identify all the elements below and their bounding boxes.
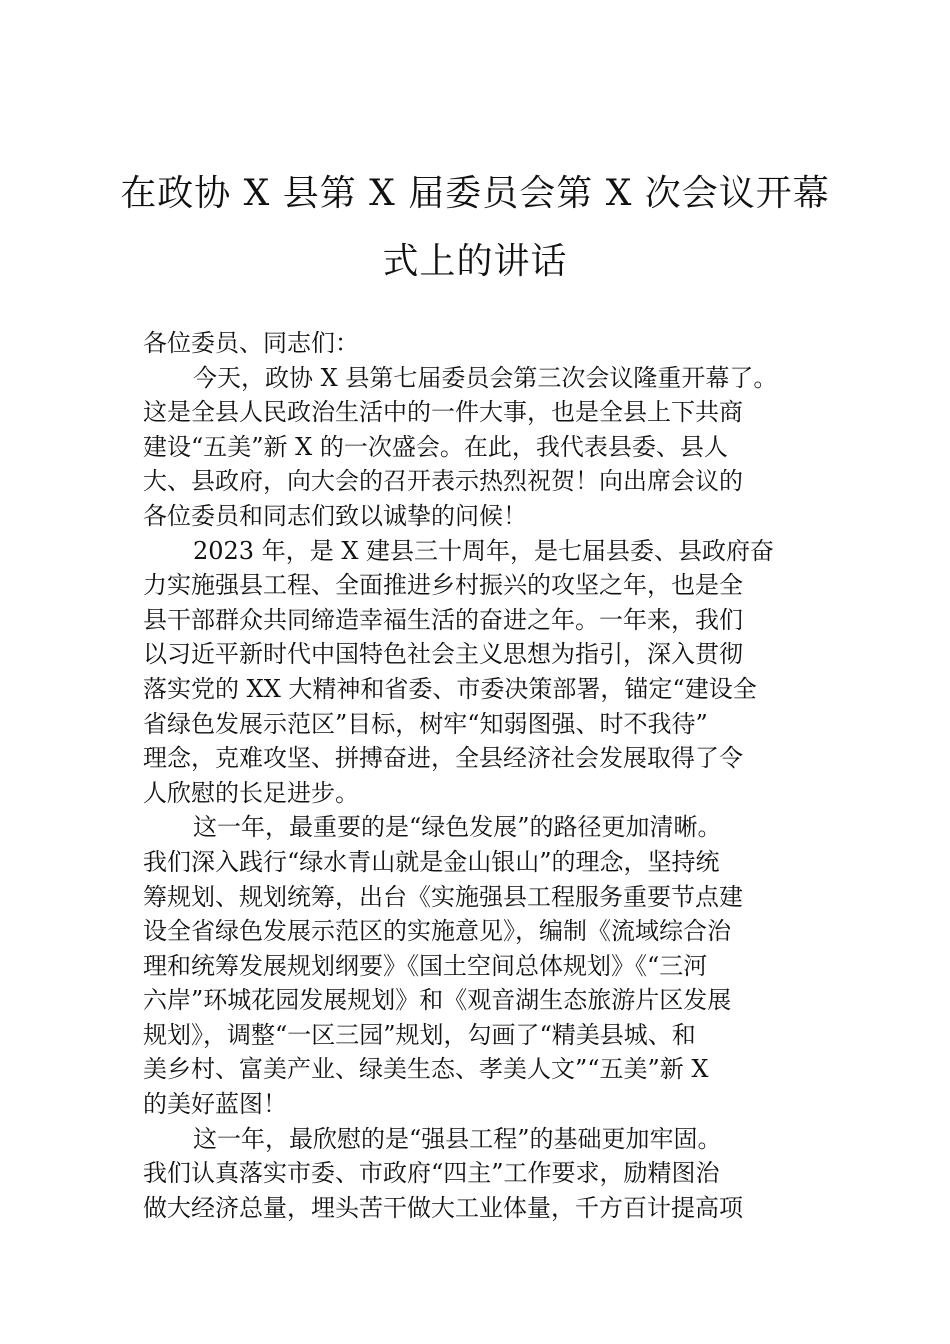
body-text-line: 今天，政协 X 县第七届委员会第三次会议隆重开幕了。 [193,363,778,392]
body-text-line: 美乡村、富美产业、绿美生态、孝美人文”“五美”新 X [143,1055,709,1084]
body-text-line: 做大经济总量，埋头苦干做大工业体量，千方百计提高项 [143,1193,743,1222]
body-text-line: 这一年，最重要的是“绿色发展”的路径更加清晰。 [193,813,722,842]
body-text-line: 我们深入践行“绿水青山就是金山银山”的理念，坚持统 [143,847,720,876]
body-text-line: 建设“五美”新 X 的一次盛会。在此，我代表县委、县人 [143,432,728,461]
body-text-line: 理和统筹发展规划纲要》《国土空间总体规划》《“三河 [143,951,708,980]
body-text-line: 省绿色发展示范区”目标，树牢“知弱图强、时不我待” [143,709,708,738]
body-text-line: 落实党的 XX 大精神和省委、市委决策部署，锚定“建设全 [143,674,757,703]
body-text-line: 以习近平新时代中国特色社会主义思想为指引，深入贯彻 [143,640,743,669]
body-text-line: 设全省绿色发展示范区的实施意见》，编制《流域综合治 [143,917,731,946]
document-title [120,160,830,296]
body-text-line: 2023 年，是 X 建县三十周年，是七届县委、县政府奋 [193,536,775,565]
body-text-line: 这一年，最欣慰的是“强县工程”的基础更加牢固。 [193,1124,722,1153]
body-text-line: 力实施强县工程、全面推进乡村振兴的攻坚之年，也是全 [143,571,743,600]
title-line: 式上的讲话 [382,241,568,282]
body-text-line: 人欣慰的长足进步。 [143,778,359,807]
body-text-line: 理念，克难攻坚、拼搏奋进，全县经济社会发展取得了令 [143,744,743,773]
body-text-line: 这是全县人民政治生活中的一件大事，也是全县上下共商 [143,398,743,427]
body-text-line: 各位委员和同志们致以诚挚的问候！ [143,501,527,530]
body-text-line: 我们认真落实市委、市政府“四主”工作要求，励精图治 [143,1159,720,1188]
document-body [143,326,815,1225]
body-text-line: 大、县政府，向大会的召开表示热烈祝贺！向出席会议的 [143,467,743,496]
salutation-line: 各位委员、同志们： [143,329,359,357]
body-text-line: 六岸”环城花园发展规划》和《观音湖生态旅游片区发展 [143,986,732,1015]
body-text-line: 的美好蓝图！ [143,1090,287,1119]
body-text-line: 县干部群众共同缔造幸福生活的奋进之年。一年来，我们 [143,605,743,634]
body-text-line: 规划》，调整“一区三园”规划，勾画了“精美县城、和 [143,1020,696,1049]
title-line: 在政协 X 县第 X 届委员会第 X 次会议开幕 [120,173,830,214]
body-text-line: 筹规划、规划统筹，出台《实施强县工程服务重要节点建 [143,882,743,911]
